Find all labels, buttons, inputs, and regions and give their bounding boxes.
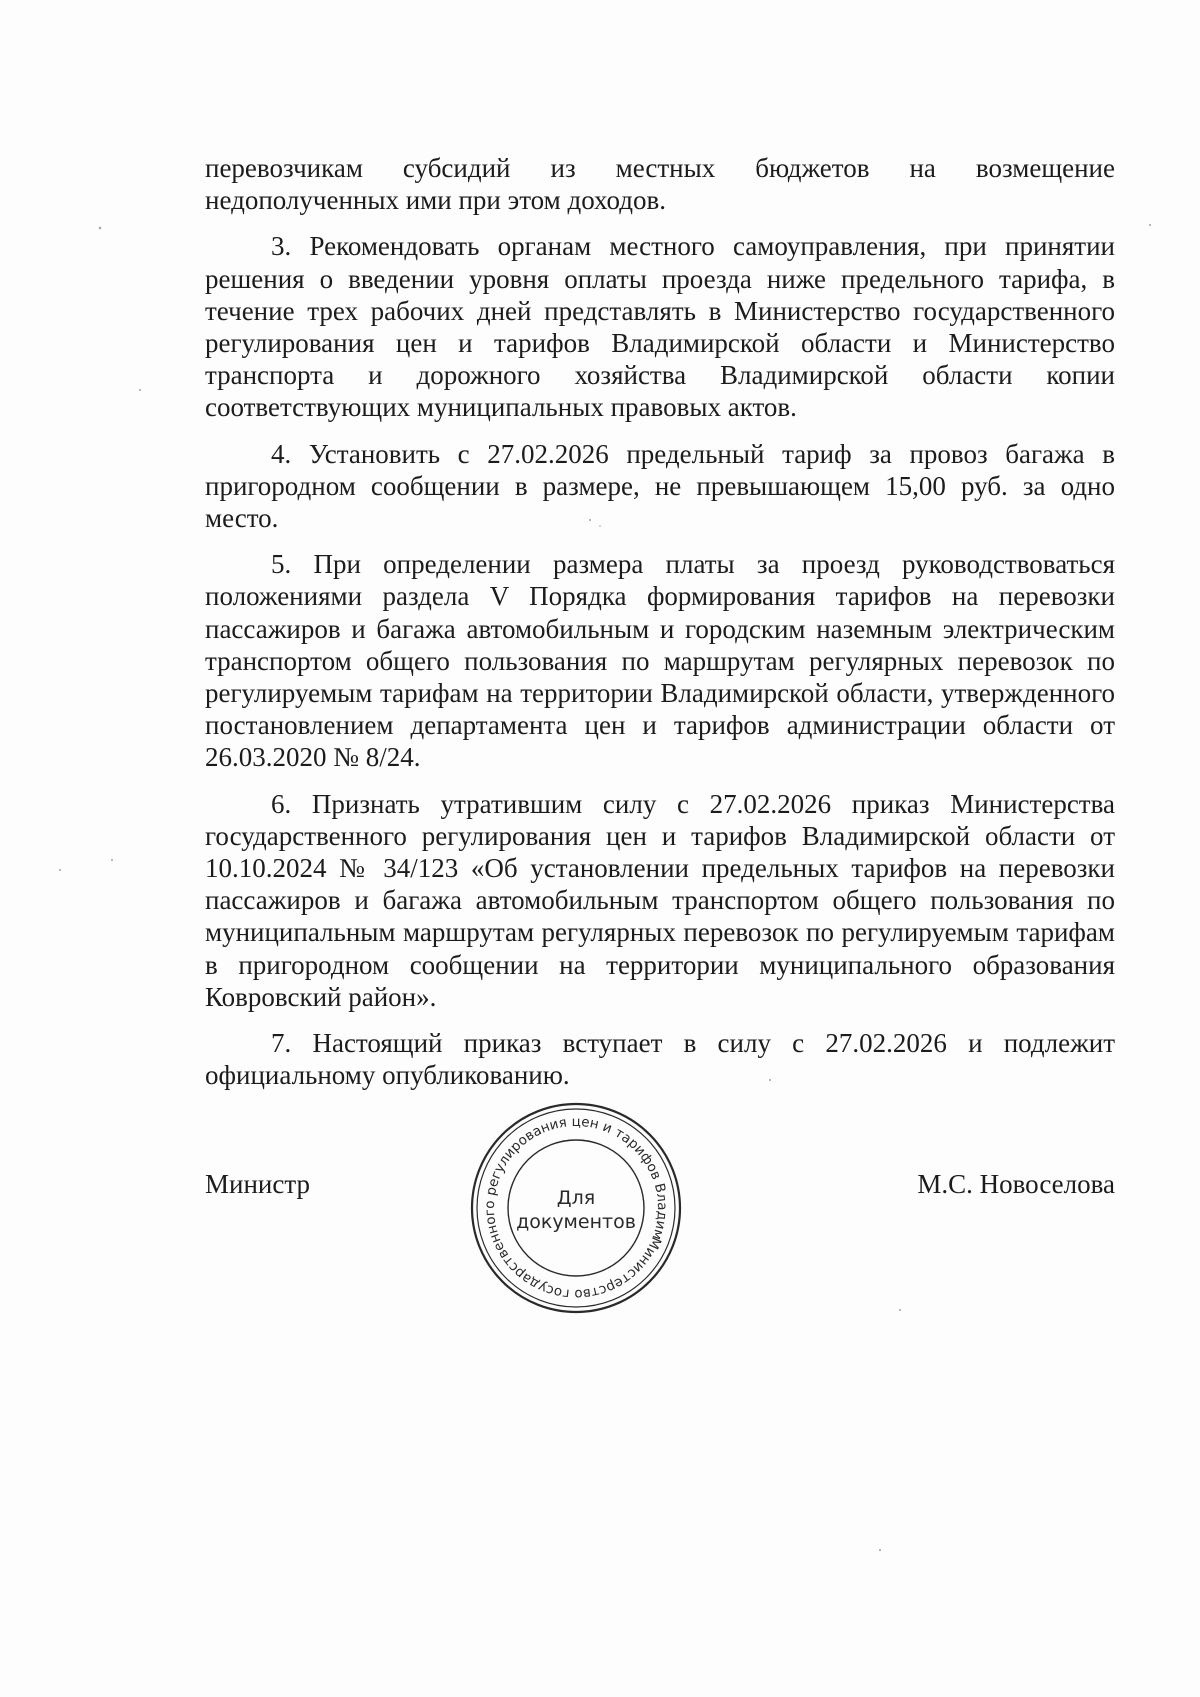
document-body bbox=[205, 152, 1115, 1105]
paragraph-continuation: перевозчикам субсидий из местных бюджетов на возмещение недополученных ими при этом доходов. bbox=[205, 153, 1115, 216]
paragraph-7: 7. Настоящий приказ вступает в силу с 27.02.2026 и подлежит официальному опубликованию. bbox=[205, 1028, 1115, 1091]
stamp-center-line-2: документов bbox=[516, 1211, 636, 1233]
paragraph-3: 3. Рекомендовать органам местного самоуправления, при принятии решения о введении уровня оплаты проезда ниже предельного тарифа, в течение трех рабочих дней представлять в Министерство государственного регулирования цен и тарифов Владимирской области и Министерство транспорта и дорожного хозяйства Владимирской области копии соответствующих муниципальных правовых актов. bbox=[205, 231, 1115, 423]
paragraph-5: 5. При определении размера платы за проезд руководствоваться положениями раздела V Порядка формирования тарифов на перевозки пассажиров и багажа автомобильным и городским наземным электрическим транспортом общего пользования по маршрутам регулярных перевозок по регулируемым тарифам на территории Владимирской области, утвержденного постановлением департамента цен и тарифов администрации области от 26.03.2020 № 8/24. bbox=[205, 549, 1115, 773]
stamp-center-line-1: Для bbox=[556, 1187, 596, 1209]
official-stamp bbox=[468, 1100, 684, 1316]
paragraph-6: 6. Признать утратившим силу с 27.02.2026 приказ Министерства государственного регулирования цен и тарифов Владимирской области от 10.10.2024 № 34/123 «Об установлении предельных тарифов на перевозки пассажиров и багажа автомобильным транспортом общего пользования по муниципальным маршрутам регулярных перевозок по регулируемым тарифам в пригородном сообщении на территории муниципального образования Ковровский район». bbox=[205, 788, 1115, 1012]
signer-position: Министр bbox=[205, 1169, 310, 1199]
signer-name: М.С. Новоселова bbox=[917, 1169, 1115, 1199]
stamp-ring-textpath: Министерство государственного регулирования цен и тарифов Владимирской bbox=[481, 1113, 671, 1303]
paragraph-4: 4. Установить с 27.02.2026 предельный тариф за провоз багажа в пригородном сообщении в размере, не превышающем 15,00 руб. за одно место. bbox=[205, 438, 1115, 534]
